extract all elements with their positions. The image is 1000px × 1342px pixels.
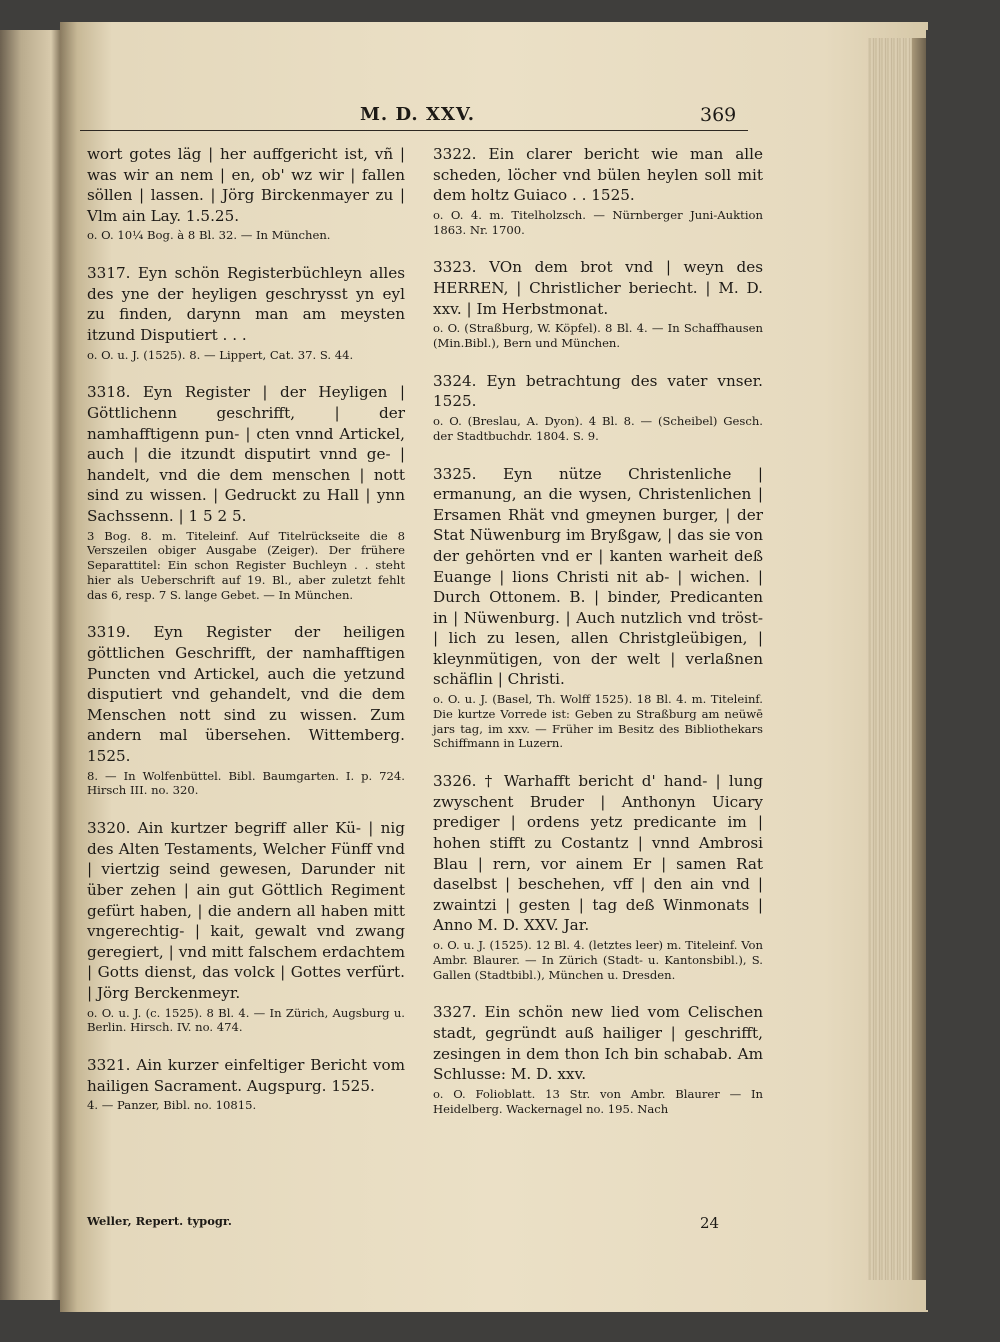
entry-3317 <box>87 263 405 362</box>
signature-mark: 24 <box>700 1214 720 1232</box>
previous-page-edge <box>0 30 60 1300</box>
page-header <box>60 84 928 124</box>
entry-text: 3324. Eyn betrachtung des vater vnser. 1525. <box>433 371 763 411</box>
entry-note: o. O. u. J. (1525). 8. — Lippert, Cat. 37. S. 44. <box>87 347 354 362</box>
running-head: M. D. XXV. <box>360 104 475 125</box>
entry-3324 <box>433 371 763 444</box>
header-rule <box>80 130 748 131</box>
entry-text: 3321. Ain kurzer einfeltiger Bericht vom hailigen Sacrament. Augspurg. 1525. <box>87 1056 405 1095</box>
footer-source-line: Weller, Repert. typogr. <box>87 1214 232 1228</box>
entry-3326 <box>433 771 763 982</box>
entry-text: 3320. Ain kurtzer begriff aller Kü- | nig des Alten Testaments, Welcher Fünff vnd | viertzig seind gewesen, Darunder nit über zehen | ain gut Göttlich Regiment gefürt haben, | die andern all haben mitt vngerechtig- | kait, gewalt vnd zwang geregiert, | vnd mitt falschem erdachtem | Gotts dienst, das volck | Gottes verfürt. | Jörg Berckenmeyr. <box>87 819 405 1002</box>
entry-note: o. O. 10¼ Bog. à 8 Bl. 32. — In München. <box>87 228 331 243</box>
entry-text: 3325. Eyn nütze Christenliche | ermanung, an die wysen, Christenlichen | Ersamen Rhät vnd gmeynen burger, | der Stat Nüwenburg im Bryßgaw, | das sie von der gehörten vnd er | kanten warheit deß Euange | lions Christi nit ab- | wichen. | Durch Ottonem. B. | binder, Predicanten in | Nüwenburg. | Auch nutzlich vnd tröst- | lich zu lesen, allen Christgleübigen, | kleynmütigen, von der welt | verlaßnen schäflin | Christi. <box>433 464 763 689</box>
entry-note: o. O. u. J. (c. 1525). 8 Bl. 4. — In Zürich, Augsburg u. Berlin. Hirsch. IV. no. 474. <box>87 1005 405 1035</box>
page-number: 369 <box>700 104 737 126</box>
entry-note: o. O. 4. m. Titelholzsch. — Nürnberger Juni-Auktion 1863. Nr. 1700. <box>433 207 763 237</box>
entry-text: 3319. Eyn Register der heiligen göttlichen Geschrifft, der namhafftigen Puncten vnd Artickel, auch die yetzund disputiert vnd gehandelt, vnd die dem Menschen nott sind zu wissen. Zum andern mal übersehen. Wittemberg. 1525. <box>87 623 405 766</box>
entry-3319 <box>87 622 405 798</box>
entry-3322 <box>433 144 763 237</box>
entry-note: o. O. (Straßburg, W. Köpfel). 8 Bl. 4. — In Schaffhausen (Min.Bibl.), Bern und München. <box>433 321 763 350</box>
entry-3323 <box>433 257 763 350</box>
entry-text: 3318. Eyn Register | der Heyligen | Göttlichenn geschrifft, | der namhafftigenn pun- | cten vnnd Artickel, auch | die itzundt disputirt vnnd ge- | handelt, vnd die dem menschen | nott sind zu wissen. | Gedruckt zu Hall | ynn Sachssenn. | 1 5 2 5. <box>87 383 405 525</box>
right-column <box>433 144 763 1116</box>
entry-3316-continuation <box>87 144 405 243</box>
entry-3318 <box>87 382 405 602</box>
left-column <box>87 144 405 1113</box>
entry-3325 <box>433 464 763 752</box>
entry-note: 8. — In Wolfenbüttel. Bibl. Baumgarten. I. p. 724. Hirsch III. no. 320. <box>87 768 405 798</box>
page-edges-stack <box>868 38 926 1280</box>
entry-text: wort gotes läg | her auffgericht ist, vñ | was wir an nem | en, ob' wz wir | fallen söllen | lassen. | Jörg Birckenmayer zu | Vlm ain Lay. 1.5.25. <box>87 145 405 225</box>
entry-note: o. O. Folioblatt. 13 Str. von Ambr. Blaurer — In Heidelberg. Wackernagel no. 195. Nach <box>433 1086 763 1116</box>
entry-text: 3326. † Warhafft bericht d' hand- | lung zwyschent Bruder | Anthonyn Uicary prediger | ordens yetz predicante im | hohen stifft zu Costantz | vnnd Ambrosi Blau | rern, vor ainem Er | samen Rat daselbst | beschehen, vff | den ain vnd | zwaintzi | gesten | tag deß Winmonats | Anno M. D. XXV. Jar. <box>433 772 763 935</box>
background-right <box>926 30 1000 1310</box>
entry-3327 <box>433 1002 763 1116</box>
entry-text: 3317. Eyn schön Registerbüchleyn alles des yne der heyligen geschrysst yn eyl zu finden, darynn man am meysten itzund Disputiert . . . <box>87 264 405 344</box>
entry-text: 3323. VOn dem brot vnd | weyn des HERREN, | Christlicher beriecht. | M. D. xxv. | Im Herbstmonat. <box>433 258 763 318</box>
entry-note: o. O. u. J. (1525). 12 Bl. 4. (letztes leer) m. Titeleinf. Von Ambr. Blaurer. — In Zürich (Stadt- u. Kantonsbibl.), S. Gallen (Stadtbibl.), München u. Dresden. <box>433 938 763 982</box>
entry-text: 3327. Ein schön new lied vom Celischen stadt, gegründt auß hailiger | geschrifft, zesingen in dem thon Ich bin schabab. Am Schlusse: M. D. xxv. <box>433 1003 763 1084</box>
entry-note: o. O. (Breslau, A. Dyon). 4 Bl. 8. — (Scheibel) Gesch. der Stadtbuchdr. 1804. S. 9. <box>433 413 763 443</box>
entry-text: 3322. Ein clarer bericht wie man alle scheden, löcher vnd bülen heylen soll mit dem holtz Guiaco . . 1525. <box>433 145 763 205</box>
book-page <box>60 22 928 1312</box>
entry-3321 <box>87 1055 405 1113</box>
entry-note: 4. — Panzer, Bibl. no. 10815. <box>87 1098 257 1113</box>
entry-3320 <box>87 818 405 1035</box>
entry-note: o. O. u. J. (Basel, Th. Wolff 1525). 18 Bl. 4. m. Titeleinf. Die kurtze Vorrede ist: Geben zu Straßburg am neüwē jars tag, im xxv. — Früher im Besitz des Bibliothekars Schiffmann in Luzern. <box>433 692 763 751</box>
entry-note: 3 Bog. 8. m. Titeleinf. Auf Titelrückseite die 8 Verszeilen obiger Ausgabe (Zeiger). Der frühere Separattitel: Ein schon Register Buchleyn . . steht hier als Ueberschrift auf 19. Bl., aber zuletzt fehlt das 6, resp. 7 S. lange Gebet. — In München. <box>87 528 405 602</box>
